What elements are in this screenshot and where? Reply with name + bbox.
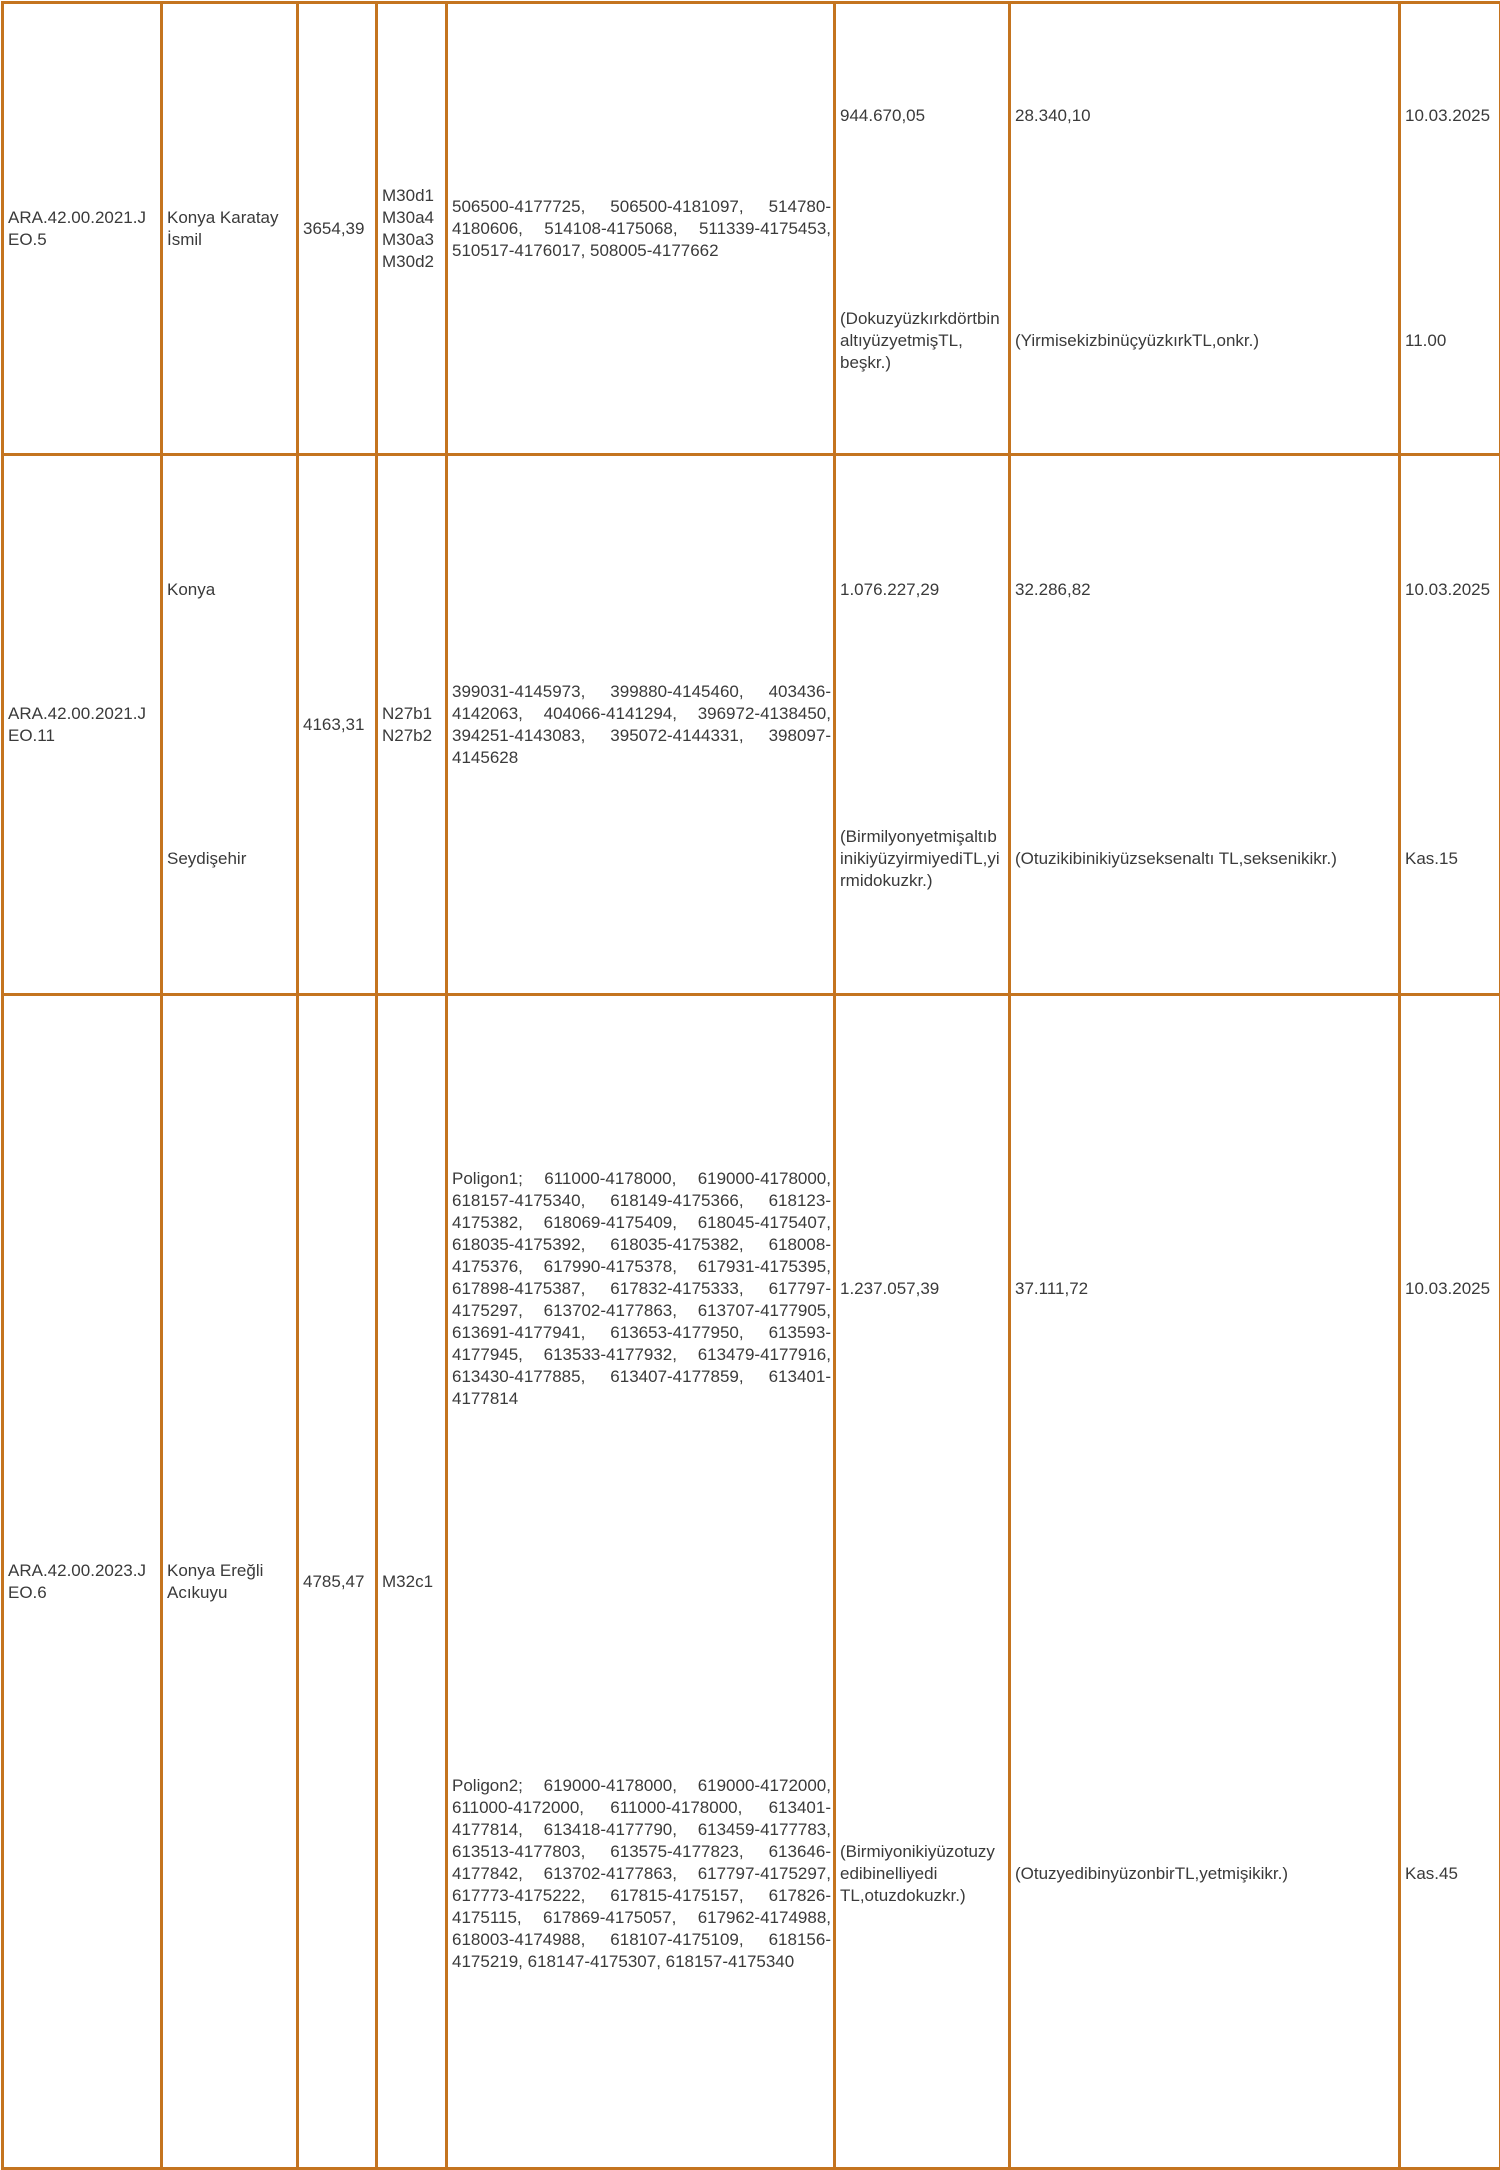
amount-value: 1.076.227,29 — [840, 579, 939, 601]
amount-in-words: (Birmiyonikiyüzotuzy edibinelliyedi TL,otuzdokuzkr.) — [840, 1841, 995, 1907]
fee-value: 28.340,10 — [1015, 105, 1091, 127]
map-sheets: M30d1 M30a4 M30a3 M30d2 — [382, 185, 443, 273]
amount-in-words: (Dokuzyüzkırkdörtbin altıyüzyetmişTL, beşkr.) — [840, 308, 1000, 374]
tender-table — [1, 1, 1500, 2170]
amount-in-words: (Birmilyonyetmişaltıb inikiyüzyirmiyediTL,yi rmidokuzkr.) — [840, 826, 1000, 892]
location-province: Konya — [167, 579, 215, 601]
location-cell — [162, 3, 298, 455]
coordinates-cell — [447, 455, 835, 995]
map-sheets-cell — [377, 995, 447, 2169]
location-district: Seydişehir — [167, 848, 246, 870]
license-code: ARA.42.00.2023.J EO.6 — [8, 1560, 158, 1604]
tender-date: 10.03.2025 — [1405, 105, 1490, 127]
fee-cell — [1010, 995, 1400, 2169]
area-value: 3654,39 — [303, 218, 373, 240]
area-cell — [298, 3, 377, 455]
polygon-2-coordinates: Poligon2; 619000-4178000, 619000-4172000, 611000-4172000, 611000-4178000, 613401-4177814, 613418-4177790, 613459-4177783, 613513-4177803, 613575-4177823, 613646-4177842, 613702-4177863, 617797-4175297, 617773-4175222, 617815-4175157, 617826-4175115, 617869-4175057, 617962-4174988, 618003-4174988, 618107-4175109, 618156-4175219, 618147-4175307, 618157-4175340 — [452, 1775, 831, 1973]
amount-value: 1.237.057,39 — [840, 1278, 939, 1300]
area-cell — [298, 455, 377, 995]
coordinates-cell — [447, 3, 835, 455]
table-row — [3, 455, 1500, 995]
tender-time: Kas.45 — [1405, 1863, 1458, 1885]
license-code-cell — [3, 995, 162, 2169]
license-code: ARA.42.00.2021.J EO.11 — [8, 703, 158, 747]
polygon-1-coordinates: Poligon1; 611000-4178000, 619000-4178000, 618157-4175340, 618149-4175366, 618123-4175382, 618069-4175409, 618045-4175407, 618035-4175392, 618035-4175382, 618008-4175376, 617990-4175378, 617931-4175395, 617898-4175387, 617832-4175333, 617797-4175297, 613702-4177863, 613707-4177905, 613691-4177941, 613653-4177950, 613593-4177945, 613533-4177932, 613479-4177916, 613430-4177885, 613407-4177859, 613401-4177814 — [452, 1168, 831, 1410]
coordinates-text: 506500-4177725, 506500-4181097, 514780-4180606, 514108-4175068, 511339-4175453, 510517-4176017, 508005-4177662 — [452, 196, 831, 262]
amount-cell — [835, 455, 1010, 995]
area-value: 4163,31 — [303, 714, 373, 736]
date-cell — [1400, 455, 1500, 995]
table-row — [3, 995, 1500, 2169]
license-code-cell — [3, 455, 162, 995]
fee-in-words: (YirmisekizbinüçyüzkırkTL,onkr.) — [1015, 330, 1259, 352]
fee-value: 37.111,72 — [1015, 1278, 1088, 1300]
fee-in-words: (OtuzyedibinyüzonbirTL,yetmişikikr.) — [1015, 1863, 1288, 1885]
license-code: ARA.42.00.2021.J EO.5 — [8, 207, 158, 251]
date-cell — [1400, 995, 1500, 2169]
area-value: 4785,47 — [303, 1571, 373, 1593]
map-sheets-cell — [377, 455, 447, 995]
fee-in-words: (Otuzikibinikiyüzseksenaltı TL,seksenikikr.) — [1015, 848, 1337, 870]
table-row — [3, 3, 1500, 455]
coordinates-text: 399031-4145973, 399880-4145460, 403436-4142063, 404066-4141294, 396972-4138450, 394251-4143083, 395072-4144331, 398097-4145628 — [452, 681, 831, 769]
fee-cell — [1010, 455, 1400, 995]
date-cell — [1400, 3, 1500, 455]
amount-cell — [835, 3, 1010, 455]
license-code-cell — [3, 3, 162, 455]
fee-value: 32.286,82 — [1015, 579, 1091, 601]
tender-time: 11.00 — [1405, 330, 1446, 352]
location-text: Konya Karatay İsmil — [167, 207, 294, 251]
location-cell — [162, 995, 298, 2169]
map-sheets-cell — [377, 3, 447, 455]
amount-value: 944.670,05 — [840, 105, 925, 127]
tender-date: 10.03.2025 — [1405, 579, 1490, 601]
area-cell — [298, 995, 377, 2169]
location-cell — [162, 455, 298, 995]
tender-date: 10.03.2025 — [1405, 1278, 1490, 1300]
map-sheets: M32c1 — [382, 1571, 443, 1593]
coordinates-cell — [447, 995, 835, 2169]
amount-cell — [835, 995, 1010, 2169]
location-text: Konya Ereğli Acıkuyu — [167, 1560, 294, 1604]
fee-cell — [1010, 3, 1400, 455]
map-sheets: N27b1 N27b2 — [382, 703, 443, 747]
tender-time: Kas.15 — [1405, 848, 1458, 870]
